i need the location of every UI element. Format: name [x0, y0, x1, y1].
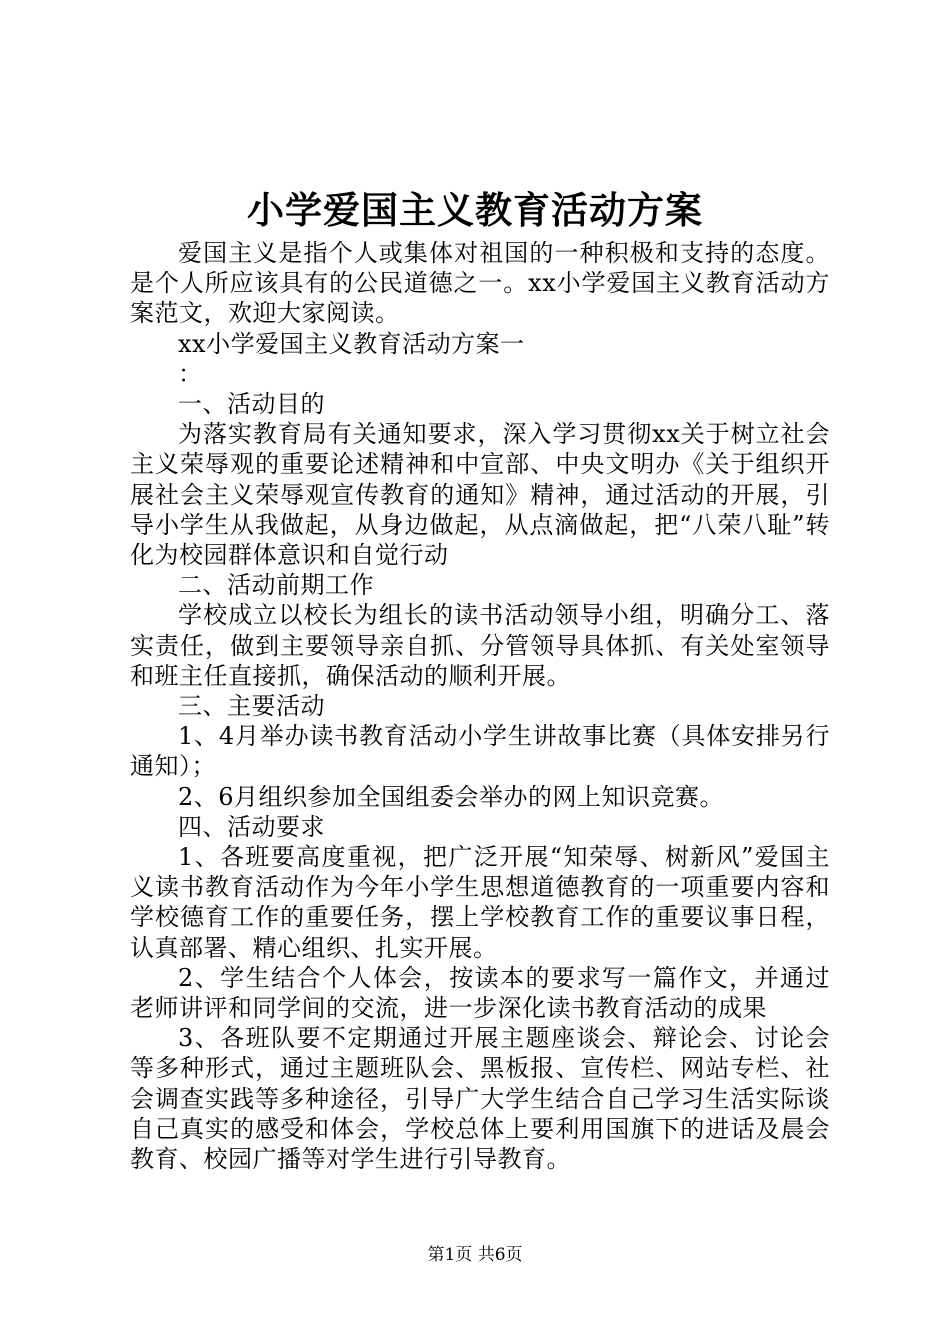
plan-heading: xx小学爱国主义教育活动方案一	[178, 329, 525, 358]
section-heading-preparation: 二、活动前期工作	[178, 571, 374, 600]
requirement-item-1: 1、各班要高度重视，把广泛开展“知荣辱、树新风”爱国主义读书教育活动作为今年小学生思想道德教育的一项重要内容和学校德育工作的重要任务，摆上学校教育工作的重要议事日程，认真部署、精心组织、扎实开展。	[130, 843, 830, 962]
activity-item-1: 1、4月举办读书教育活动小学生讲故事比赛（具体安排另行通知）；	[130, 722, 830, 781]
requirement-item-3: 3、各班队要不定期通过开展主题座谈会、辩论会、讨论会等多种形式，通过主题班队会、黑板报、宣传栏、网站专栏、社会调查实践等多种途径，引导广大学生结合自己学习生活实际谈自己真实的感受和体会，学校总体上要利用国旗下的进话及晨会教育、校园广播等对学生进行引导教育。	[130, 1024, 830, 1174]
colon-line: ：	[178, 359, 203, 388]
section-heading-requirements: 四、活动要求	[178, 812, 325, 841]
intro-paragraph: 爱国主义是指个人或集体对祖国的一种积极和支持的态度。是个人所应该具有的公民道德之一。xx小学爱国主义教育活动方案范文，欢迎大家阅读。	[130, 239, 830, 328]
activity-item-2: 2、6月组织参加全国组委会举办的网上知识竞赛。	[178, 782, 725, 811]
section-heading-purpose: 一、活动目的	[178, 390, 325, 419]
page-footer: 第1页 共6页	[427, 1245, 523, 1265]
preparation-paragraph: 学校成立以校长为组长的读书活动领导小组，明确分工、落实责任，做到主要领导亲自抓、分管领导具体抓、有关处室领导和班主任直接抓，确保活动的顺利开展。	[130, 601, 830, 690]
document-body	[130, 238, 830, 1174]
section-heading-activities: 三、主要活动	[178, 692, 325, 721]
purpose-paragraph: 为落实教育局有关通知要求，深入学习贯彻xx关于树立社会主义荣辱观的重要论述精神和中宣部、中央文明办《关于组织开展社会主义荣辱观宣传教育的通知》精神，通过活动的开展，引导小学生从我做起，从身边做起，从点滴做起，把“八荣八耻”转化为校园群体意识和自觉行动	[130, 420, 830, 570]
document-title: 小学爱国主义教育活动方案	[247, 188, 703, 232]
requirement-item-2: 2、学生结合个人体会，按读本的要求写一篇作文，并通过老师讲评和同学间的交流，进一步深化读书教育活动的成果	[130, 963, 830, 1023]
